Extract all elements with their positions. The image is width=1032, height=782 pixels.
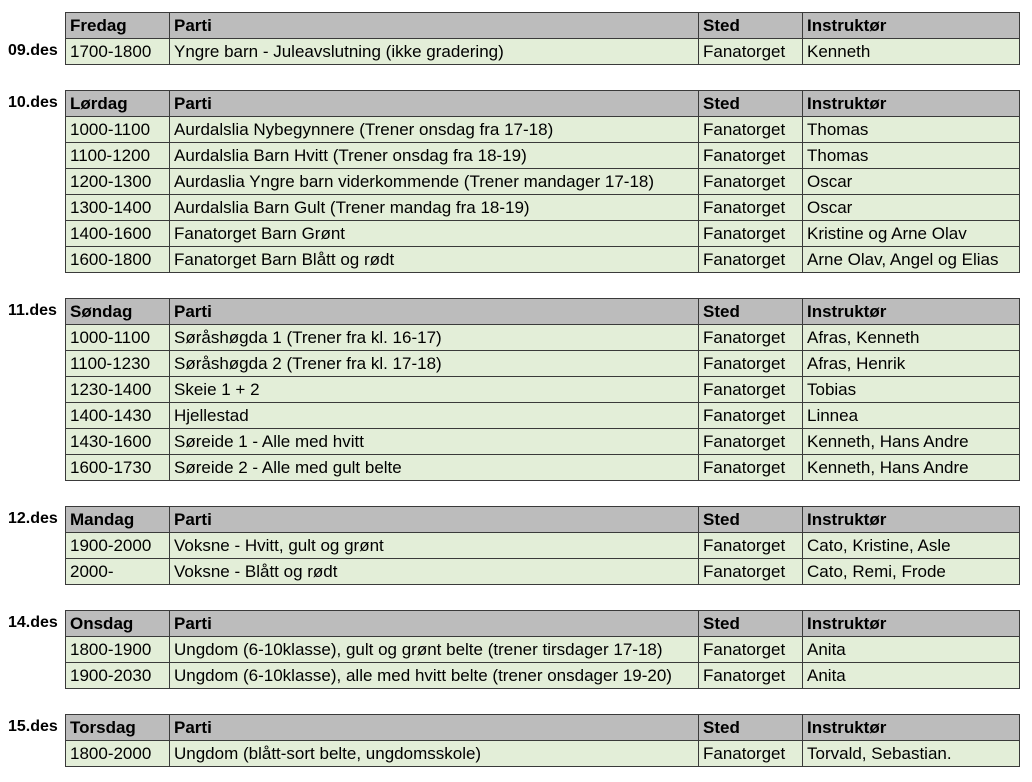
- instruktor-cell: Cato, Kristine, Asle: [803, 533, 1020, 559]
- time-cell: 1600-1730: [66, 455, 170, 481]
- instruktor-cell: Oscar: [803, 169, 1020, 195]
- time-cell: 1400-1600: [66, 221, 170, 247]
- parti-cell: Hjellestad: [170, 403, 699, 429]
- sted-cell: Fanatorget: [699, 533, 803, 559]
- schedule-table: [65, 610, 1020, 689]
- parti-cell: Aurdaslia Yngre barn viderkommende (Trener mandager 17-18): [170, 169, 699, 195]
- parti-header: Parti: [170, 91, 699, 117]
- date-label: 15.des: [8, 718, 58, 735]
- sted-cell: Fanatorget: [699, 195, 803, 221]
- day-header: Mandag: [66, 507, 170, 533]
- parti-cell: Fanatorget Barn Blått og rødt: [170, 247, 699, 273]
- sted-cell: Fanatorget: [699, 377, 803, 403]
- sted-header: Sted: [699, 299, 803, 325]
- time-cell: 1000-1100: [66, 325, 170, 351]
- day-header: Fredag: [66, 13, 170, 39]
- instruktor-cell: Thomas: [803, 143, 1020, 169]
- time-cell: 1200-1300: [66, 169, 170, 195]
- table-row: [66, 741, 1020, 767]
- time-cell: 1430-1600: [66, 429, 170, 455]
- instruktor-header: Instruktør: [803, 715, 1020, 741]
- table-row: [66, 117, 1020, 143]
- instruktor-cell: Torvald, Sebastian.: [803, 741, 1020, 767]
- date-label: 11.des: [8, 302, 57, 319]
- table-row: [66, 39, 1020, 65]
- instruktor-cell: Thomas: [803, 117, 1020, 143]
- instruktor-cell: Tobias: [803, 377, 1020, 403]
- table-row: [66, 533, 1020, 559]
- sted-header: Sted: [699, 715, 803, 741]
- sted-cell: Fanatorget: [699, 221, 803, 247]
- instruktor-cell: Linnea: [803, 403, 1020, 429]
- instruktor-cell: Oscar: [803, 195, 1020, 221]
- table-row: [66, 195, 1020, 221]
- date-label: 09.des: [8, 42, 58, 59]
- schedule-table: [65, 12, 1020, 65]
- instruktor-cell: Kenneth: [803, 39, 1020, 65]
- time-cell: 1800-1900: [66, 637, 170, 663]
- parti-cell: Aurdalslia Nybegynnere (Trener onsdag fra 17-18): [170, 117, 699, 143]
- parti-cell: Aurdalslia Barn Gult (Trener mandag fra 18-19): [170, 195, 699, 221]
- time-cell: 1400-1430: [66, 403, 170, 429]
- date-label: 10.des: [8, 94, 58, 111]
- sted-cell: Fanatorget: [699, 351, 803, 377]
- instruktor-header: Instruktør: [803, 91, 1020, 117]
- instruktor-cell: Anita: [803, 663, 1020, 689]
- parti-cell: Fanatorget Barn Grønt: [170, 221, 699, 247]
- parti-cell: Yngre barn - Juleavslutning (ikke gradering): [170, 39, 699, 65]
- table-header-row: [66, 507, 1020, 533]
- table-row: [66, 169, 1020, 195]
- time-cell: 1100-1230: [66, 351, 170, 377]
- sted-cell: Fanatorget: [699, 403, 803, 429]
- instruktor-cell: Cato, Remi, Frode: [803, 559, 1020, 585]
- table-header-row: [66, 13, 1020, 39]
- table-row: [66, 247, 1020, 273]
- date-label: 14.des: [8, 614, 58, 631]
- table-header-row: [66, 299, 1020, 325]
- sted-header: Sted: [699, 91, 803, 117]
- instruktor-cell: Afras, Kenneth: [803, 325, 1020, 351]
- day-header: Søndag: [66, 299, 170, 325]
- time-cell: 1100-1200: [66, 143, 170, 169]
- day-header: Lørdag: [66, 91, 170, 117]
- parti-header: Parti: [170, 13, 699, 39]
- instruktor-cell: Kenneth, Hans Andre: [803, 455, 1020, 481]
- time-cell: 1900-2000: [66, 533, 170, 559]
- instruktor-cell: Kristine og Arne Olav: [803, 221, 1020, 247]
- time-cell: 1300-1400: [66, 195, 170, 221]
- table-row: [66, 559, 1020, 585]
- table-header-row: [66, 611, 1020, 637]
- parti-header: Parti: [170, 715, 699, 741]
- parti-cell: Søreide 2 - Alle med gult belte: [170, 455, 699, 481]
- parti-cell: Ungdom (blått-sort belte, ungdomsskole): [170, 741, 699, 767]
- table-row: [66, 637, 1020, 663]
- parti-header: Parti: [170, 611, 699, 637]
- parti-cell: Ungdom (6-10klasse), gult og grønt belte (trener tirsdager 17-18): [170, 637, 699, 663]
- parti-cell: Voksne - Blått og rødt: [170, 559, 699, 585]
- table-row: [66, 429, 1020, 455]
- table-header-row: [66, 715, 1020, 741]
- day-header: Torsdag: [66, 715, 170, 741]
- table-header-row: [66, 91, 1020, 117]
- time-cell: 2000-: [66, 559, 170, 585]
- table-row: [66, 221, 1020, 247]
- sted-cell: Fanatorget: [699, 247, 803, 273]
- schedule-table: [65, 298, 1020, 481]
- sted-cell: Fanatorget: [699, 559, 803, 585]
- sted-cell: Fanatorget: [699, 741, 803, 767]
- table-row: [66, 377, 1020, 403]
- instruktor-cell: Arne Olav, Angel og Elias: [803, 247, 1020, 273]
- parti-cell: Søreide 1 - Alle med hvitt: [170, 429, 699, 455]
- table-row: [66, 403, 1020, 429]
- sted-cell: Fanatorget: [699, 39, 803, 65]
- time-cell: 1700-1800: [66, 39, 170, 65]
- date-label: 12.des: [8, 510, 58, 527]
- instruktor-cell: Anita: [803, 637, 1020, 663]
- parti-cell: Søråshøgda 2 (Trener fra kl. 17-18): [170, 351, 699, 377]
- parti-cell: Skeie 1 + 2: [170, 377, 699, 403]
- table-row: [66, 663, 1020, 689]
- sted-header: Sted: [699, 611, 803, 637]
- time-cell: 1800-2000: [66, 741, 170, 767]
- table-row: [66, 143, 1020, 169]
- schedule-table: [65, 506, 1020, 585]
- time-cell: 1230-1400: [66, 377, 170, 403]
- sted-cell: Fanatorget: [699, 455, 803, 481]
- instruktor-cell: Kenneth, Hans Andre: [803, 429, 1020, 455]
- sted-cell: Fanatorget: [699, 169, 803, 195]
- parti-cell: Ungdom (6-10klasse), alle med hvitt belte (trener onsdager 19-20): [170, 663, 699, 689]
- sted-cell: Fanatorget: [699, 325, 803, 351]
- parti-header: Parti: [170, 299, 699, 325]
- instruktor-header: Instruktør: [803, 13, 1020, 39]
- parti-cell: Voksne - Hvitt, gult og grønt: [170, 533, 699, 559]
- schedule-table: [65, 90, 1020, 273]
- instruktor-header: Instruktør: [803, 611, 1020, 637]
- time-cell: 1600-1800: [66, 247, 170, 273]
- time-cell: 1000-1100: [66, 117, 170, 143]
- table-row: [66, 325, 1020, 351]
- schedule-table: [65, 714, 1020, 767]
- sted-header: Sted: [699, 13, 803, 39]
- sted-cell: Fanatorget: [699, 143, 803, 169]
- parti-cell: Aurdalslia Barn Hvitt (Trener onsdag fra 18-19): [170, 143, 699, 169]
- time-cell: 1900-2030: [66, 663, 170, 689]
- instruktor-header: Instruktør: [803, 299, 1020, 325]
- sted-cell: Fanatorget: [699, 117, 803, 143]
- table-row: [66, 455, 1020, 481]
- sted-cell: Fanatorget: [699, 637, 803, 663]
- sted-cell: Fanatorget: [699, 663, 803, 689]
- instruktor-header: Instruktør: [803, 507, 1020, 533]
- instruktor-cell: Afras, Henrik: [803, 351, 1020, 377]
- parti-cell: Søråshøgda 1 (Trener fra kl. 16-17): [170, 325, 699, 351]
- sted-cell: Fanatorget: [699, 429, 803, 455]
- parti-header: Parti: [170, 507, 699, 533]
- sted-header: Sted: [699, 507, 803, 533]
- day-header: Onsdag: [66, 611, 170, 637]
- table-row: [66, 351, 1020, 377]
